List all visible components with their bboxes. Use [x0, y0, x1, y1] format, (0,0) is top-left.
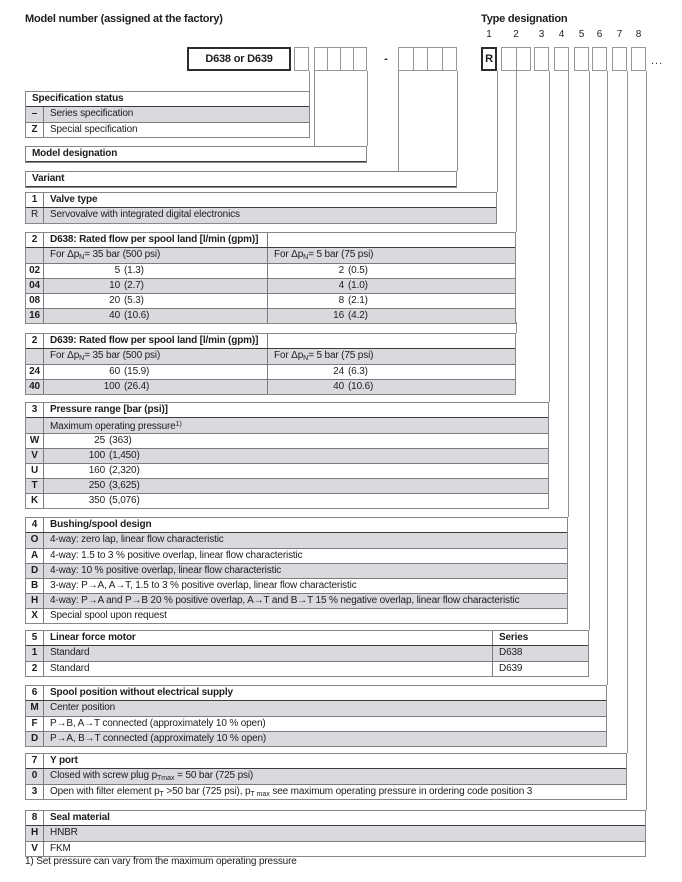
empty-cell [399, 48, 413, 70]
row-cell: For $\Delta p_N= 35$ bar (500 psi) [50, 350, 161, 362]
table-number: 1 [26, 193, 44, 207]
connector-line-9 [549, 71, 550, 402]
table-title: Y port [50, 755, 78, 766]
t5-table [25, 630, 589, 677]
row-code: W [26, 434, 44, 448]
table-row [26, 349, 515, 364]
row-cell: Servovalve with integrated digital electronics [50, 209, 240, 220]
position-number-8: 8 [635, 29, 642, 40]
row-code: 0 [26, 769, 44, 784]
table-row [26, 784, 626, 799]
row-cell: 40 (10.6) [267, 380, 515, 394]
row-code: 16 [26, 309, 44, 323]
row-code: Z [26, 123, 44, 137]
position-number-1: 1 [486, 29, 492, 40]
table-number: 7 [26, 754, 44, 768]
table-title: Pressure range [bar (psi)] [50, 404, 168, 415]
footnote: 1) Set pressure can vary from the maximum operating pressure [25, 856, 297, 867]
table-title-row [26, 92, 309, 107]
t2a-table [25, 232, 516, 324]
row-cell: Open with filter element $p_T >50$ bar (725 psi), $p_{T max}$ see maximum operating pressure in ordering code position 3 [50, 786, 533, 798]
table-row [26, 122, 309, 137]
variant-table [25, 171, 457, 188]
ellipsis: ... [651, 55, 664, 67]
table-title: Bushing/spool design [50, 519, 152, 530]
row-code: 2 [26, 662, 44, 676]
row-cell: Standard [50, 647, 90, 658]
table-title: Spool position without electrical supply [50, 687, 233, 698]
table-title-row [26, 631, 588, 646]
t3-table [25, 402, 549, 509]
row-cell: 4-way: P→A and P→B 20 % positive overlap, A→T and B→T 15 % negative overlap, linear flow characteristic [50, 595, 520, 606]
table-row [26, 716, 606, 731]
table-title-row [26, 403, 548, 418]
row-cell: Series specification [50, 108, 134, 119]
row-cell: HNBR [50, 827, 78, 838]
type-position-3-box [534, 47, 549, 71]
row-code: V [26, 842, 44, 856]
row-cell: 24 (6.3) [267, 365, 515, 379]
type-designation-title: Type designation [481, 13, 568, 25]
row-cell: Standard [50, 663, 90, 674]
row-code: U [26, 464, 44, 478]
table-row [26, 418, 548, 433]
row-cell: 16 (4.2) [267, 309, 515, 323]
table-row [26, 661, 588, 676]
table-title: Linear force motor [50, 632, 136, 643]
table-row [26, 769, 626, 784]
connector-line-4 [398, 71, 399, 171]
connector-line-11 [589, 71, 590, 630]
empty-cell [315, 48, 327, 70]
model-number-title: Model number (assigned at the factory) [25, 13, 223, 25]
table-number: 4 [26, 518, 44, 532]
row-code: 04 [26, 279, 44, 293]
table-title-row [26, 686, 606, 701]
row-cell: P→A, B→T connected (approximately 10 % open) [50, 733, 267, 744]
row-code: 24 [26, 365, 44, 379]
spec-table [25, 91, 310, 138]
row-code: – [26, 107, 44, 122]
table-row [26, 107, 309, 122]
row-cell: 4 (1.0) [267, 279, 515, 293]
table-row [26, 593, 567, 608]
row-cell: FKM [50, 843, 71, 854]
variant-cells [398, 47, 457, 71]
empty-cell [427, 48, 442, 70]
connector-line-8 [516, 322, 517, 333]
row-code [26, 349, 44, 364]
empty-cell [516, 48, 531, 70]
row-cell: For $\Delta p_N= 5$ bar (75 psi) [267, 248, 515, 263]
row-cell: 350 (5,076) [88, 495, 140, 506]
position-number-3: 3 [538, 29, 545, 40]
row-code: 3 [26, 785, 44, 799]
row-code [26, 418, 44, 433]
t2b-table [25, 333, 516, 395]
row-cell: For $\Delta p_N= 35$ bar (500 psi) [50, 249, 161, 261]
type-position-8-box [631, 47, 646, 71]
t6-table [25, 685, 607, 747]
type-position-1-box: R [481, 47, 497, 71]
type-position-5-box [574, 47, 589, 71]
row-cell: Special spool upon request [50, 610, 167, 621]
table-row [26, 701, 606, 716]
row-code: 1 [26, 646, 44, 661]
row-code: B [26, 579, 44, 593]
row-cell: D639 [492, 662, 588, 676]
model-series-box: D638 or D639 [187, 47, 291, 71]
position-number-6: 6 [596, 29, 603, 40]
table-title-right: Series [492, 631, 588, 645]
row-code: H [26, 594, 44, 608]
row-code: V [26, 449, 44, 463]
table-row [26, 308, 515, 323]
row-code: M [26, 701, 44, 716]
t4-table [25, 517, 568, 624]
type-position-4-box [554, 47, 569, 71]
table-title: Specification status [32, 93, 124, 104]
table-row [26, 278, 515, 293]
row-cell: For $\Delta p_N= 5$ bar (75 psi) [267, 349, 515, 364]
empty-cell [413, 48, 428, 70]
table-title-row [26, 233, 515, 248]
table-title-filler [267, 233, 515, 247]
t7-table [25, 753, 627, 800]
empty-cell [502, 48, 516, 70]
table-number: 6 [26, 686, 44, 700]
type-position-2-box [501, 47, 531, 71]
connector-line-6 [497, 71, 498, 192]
row-code: 08 [26, 294, 44, 308]
table-title: D639: Rated flow per spool land [l/min (gpm)] [50, 335, 259, 346]
table-row [26, 578, 567, 593]
table-row [26, 208, 496, 223]
connector-line-10 [568, 71, 569, 517]
table-title: Variant [32, 173, 65, 184]
table-title-row [26, 334, 515, 349]
table-row [26, 841, 645, 856]
position-number-4: 4 [558, 29, 565, 40]
spec-status-box [294, 47, 309, 71]
table-title-filler [267, 334, 515, 348]
row-code: 02 [26, 264, 44, 278]
empty-cell [353, 48, 366, 70]
row-code: F [26, 717, 44, 731]
row-cell: 100 (26.4) [103, 381, 150, 392]
row-code: 40 [26, 380, 44, 394]
row-cell: 160 (2,320) [88, 465, 140, 476]
row-code [26, 248, 44, 263]
table-number: 5 [26, 631, 44, 645]
table-title-row [26, 754, 626, 769]
table-row [26, 826, 645, 841]
connector-line-2 [314, 71, 315, 146]
table-title: D638: Rated flow per spool land [l/min (gpm)] [50, 234, 259, 245]
table-row [26, 433, 548, 448]
table-title-row [26, 811, 645, 826]
row-cell: 25 (363) [94, 435, 132, 446]
row-cell: 5 (1.3) [114, 265, 144, 276]
row-cell: Maximum operating pressure$^{1)}$ [50, 421, 182, 432]
table-row [26, 293, 515, 308]
type-position-7-box [612, 47, 627, 71]
row-code: K [26, 494, 44, 508]
table-row [26, 463, 548, 478]
row-code: T [26, 479, 44, 493]
row-cell: 8 (2.1) [267, 294, 515, 308]
row-cell: 250 (3,625) [88, 480, 140, 491]
model-designation-cells [314, 47, 367, 71]
table-title: Seal material [50, 812, 110, 823]
row-cell: 4-way: 1.5 to 3 % positive overlap, linear flow characteristic [50, 550, 303, 561]
empty-cell [327, 48, 340, 70]
model-table [25, 146, 367, 163]
table-row [26, 448, 548, 463]
table-row [26, 533, 567, 548]
row-cell: D638 [492, 646, 588, 661]
table-row [26, 263, 515, 278]
t1-table [25, 192, 497, 224]
row-cell: 40 (10.6) [109, 310, 150, 321]
table-row [26, 548, 567, 563]
connector-line-1 [309, 71, 310, 91]
connector-line-7 [516, 71, 517, 232]
row-code: A [26, 549, 44, 563]
row-code: H [26, 826, 44, 841]
row-cell: Special specification [50, 124, 138, 135]
table-title-row [26, 518, 567, 533]
row-cell: 4-way: zero lap, linear flow characteristic [50, 534, 224, 545]
row-code: R [26, 208, 44, 223]
connector-line-3 [367, 71, 368, 146]
table-row [26, 493, 548, 508]
table-row [26, 731, 606, 746]
row-cell: P→B, A→T connected (approximately 10 % open) [50, 718, 266, 729]
table-row [26, 563, 567, 578]
row-cell: 3-way: P→A, A→T, 1.5 to 3 % positive overlap, linear flow characteristic [50, 580, 357, 591]
row-code: O [26, 533, 44, 548]
connector-line-14 [646, 71, 647, 810]
table-number: 3 [26, 403, 44, 417]
row-cell: 20 (5.3) [109, 295, 144, 306]
table-row [26, 478, 548, 493]
table-row [26, 379, 515, 394]
table-title: Model designation [32, 148, 118, 159]
position-number-7: 7 [616, 29, 623, 40]
row-cell: 4-way: 10 % positive overlap, linear flow characteristic [50, 565, 282, 576]
connector-line-5 [457, 71, 458, 171]
row-code: X [26, 609, 44, 623]
table-number: 2 [26, 334, 44, 348]
row-code: D [26, 732, 44, 746]
table-row [26, 248, 515, 263]
row-cell: 10 (2.7) [109, 280, 144, 291]
empty-cell [340, 48, 353, 70]
row-cell: 60 (15.9) [109, 366, 150, 377]
t8-table [25, 810, 646, 857]
table-number: 2 [26, 233, 44, 247]
row-cell: Center position [50, 702, 116, 713]
table-title-row [26, 193, 496, 208]
table-title-row [26, 172, 456, 187]
dash-separator: - [384, 53, 388, 65]
table-number: 8 [26, 811, 44, 825]
table-title-row [26, 147, 366, 162]
position-number-5: 5 [578, 29, 585, 40]
connector-line-13 [627, 71, 628, 753]
row-code: D [26, 564, 44, 578]
table-title: Valve type [50, 194, 98, 205]
table-row [26, 646, 588, 661]
row-cell: Closed with screw plug $p_{Tmax} = 50$ bar (725 psi) [50, 770, 254, 782]
row-cell: 100 (1,450) [88, 450, 140, 461]
type-position-6-box [592, 47, 607, 71]
row-cell: 2 (0.5) [267, 264, 515, 278]
position-number-2: 2 [513, 29, 519, 40]
table-row [26, 364, 515, 379]
empty-cell [442, 48, 457, 70]
table-row [26, 608, 567, 623]
connector-line-12 [607, 71, 608, 685]
